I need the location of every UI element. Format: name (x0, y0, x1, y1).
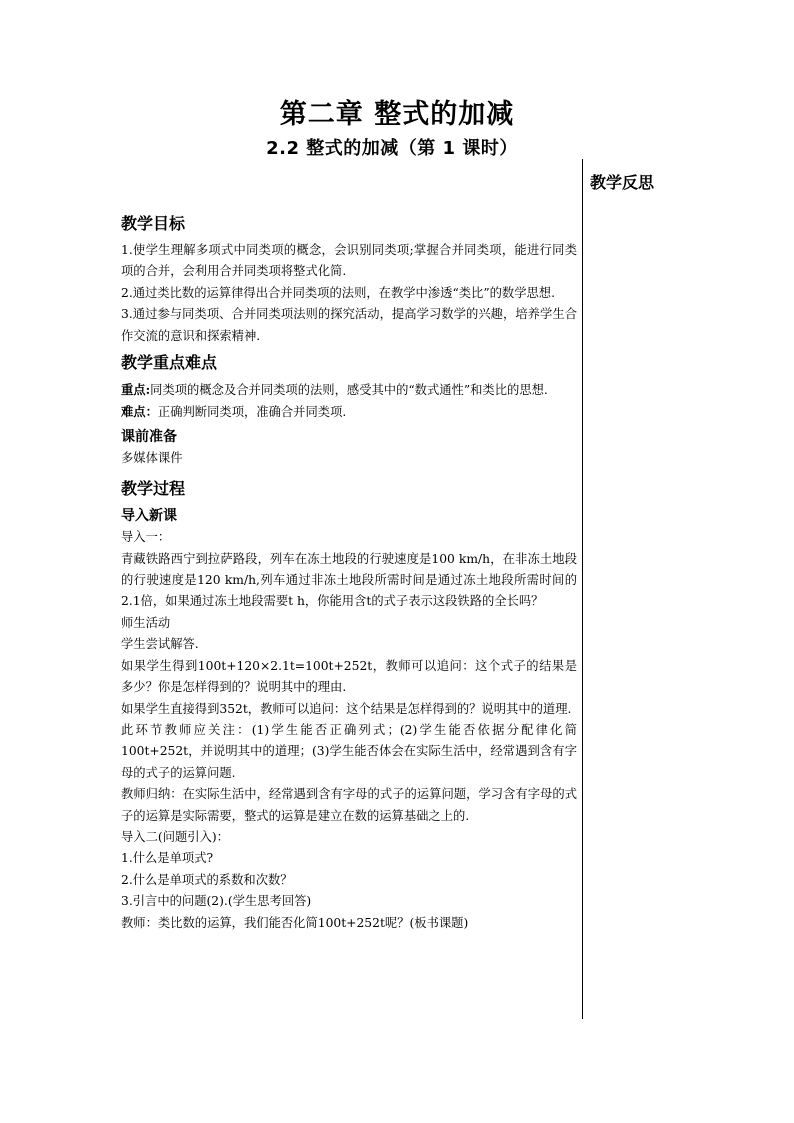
difficulty-paragraph (121, 401, 577, 423)
process-line: 教师归纳：在实际生活中，经常遇到含有字母的式子的运算问题，学习含有字母的式子的运算是实际需要，整式的运算是建立在数的运算基础之上的. (121, 787, 577, 823)
process-line: 2.什么是单项式的系数和次数？ (121, 872, 293, 887)
chapter-title: 第二章 整式的加减 (279, 99, 515, 130)
process-line: 导入二(问题引入)： (121, 829, 229, 844)
process-line: 教师：类比数的运算，我们能否化简100t+252t呢？(板书课题) (121, 915, 469, 930)
process-line: 青藏铁路西宁到拉萨路段，列车在冻土地段的行驶速度是100 km/h，在非冻土地段的行驶速度是120 km/h,列车通过非冻土地段所需时间是通过冻土地段所需时间的2.1倍，如果通过冻土地段需要t h，你能用含t的式子表示这段铁路的全长吗？ (121, 551, 577, 609)
goals-heading: 教学目标 (121, 214, 186, 233)
process-line: 如果学生得到100t+120×2.1t=100t+252t，教师可以追问：这个式子的结果是多少？你是怎样得到的？说明其中的理由. (121, 658, 577, 695)
process-line: 此环节教师应关注：(1)学生能否正确列式；(2)学生能否依据分配律化简100t+252t，并说明其中的道理；(3)学生能否体会在实际生活中，经常遇到含有字母的式子的运算问题. (121, 722, 577, 780)
goal-item: 2.通过类比数的运算律得出合并同类项的法则，在教学中渗透“类比”的数学思想. (121, 285, 556, 300)
focus-paragraph (121, 379, 577, 401)
process-line: 导入一： (121, 530, 171, 545)
goal-item: 1.使学生理解多项式中同类项的概念，会识别同类项;掌握合并同类项，能进行同类项的合并，会利用合并同类项将整式化简. (121, 243, 577, 279)
prep-text: 多媒体课件 (121, 450, 183, 465)
process-line: 学生尝试解答. (121, 637, 199, 652)
lesson-subtitle: 2.2 整式的加减（第 1 课时） (266, 138, 518, 159)
focus-text: 同类项的概念及合并同类项的法则，感受其中的“数式通性”和类比的思想. (150, 383, 548, 398)
difficulty-text: 正确判断同类项，准确合并同类项. (157, 405, 347, 420)
process-line: 师生活动 (121, 615, 171, 630)
key-points-heading: 教学重点难点 (121, 353, 218, 373)
lesson-body (121, 208, 577, 934)
process-heading: 教学过程 (121, 479, 186, 499)
goal-item: 3.通过参与同类项、合并同类项法则的探究活动，提高学习数学的兴趣，培养学生合作交流的意识和探索精神. (121, 307, 577, 343)
difficulty-label: 难点： (121, 404, 158, 420)
focus-label: 重点: (121, 382, 151, 398)
intro-heading: 导入新课 (121, 508, 177, 525)
process-line: 3.引言中的问题(2).(学生思考回答) (121, 894, 312, 909)
process-line: 1.什么是单项式? (121, 851, 214, 866)
process-line: 如果学生直接得到352t，教师可以追问：这个结果是怎样得到的？说明其中的道理. (121, 701, 572, 716)
column-divider (582, 159, 583, 1019)
reflection-heading: 教学反思 (590, 173, 655, 192)
prep-heading: 课前准备 (121, 428, 177, 445)
